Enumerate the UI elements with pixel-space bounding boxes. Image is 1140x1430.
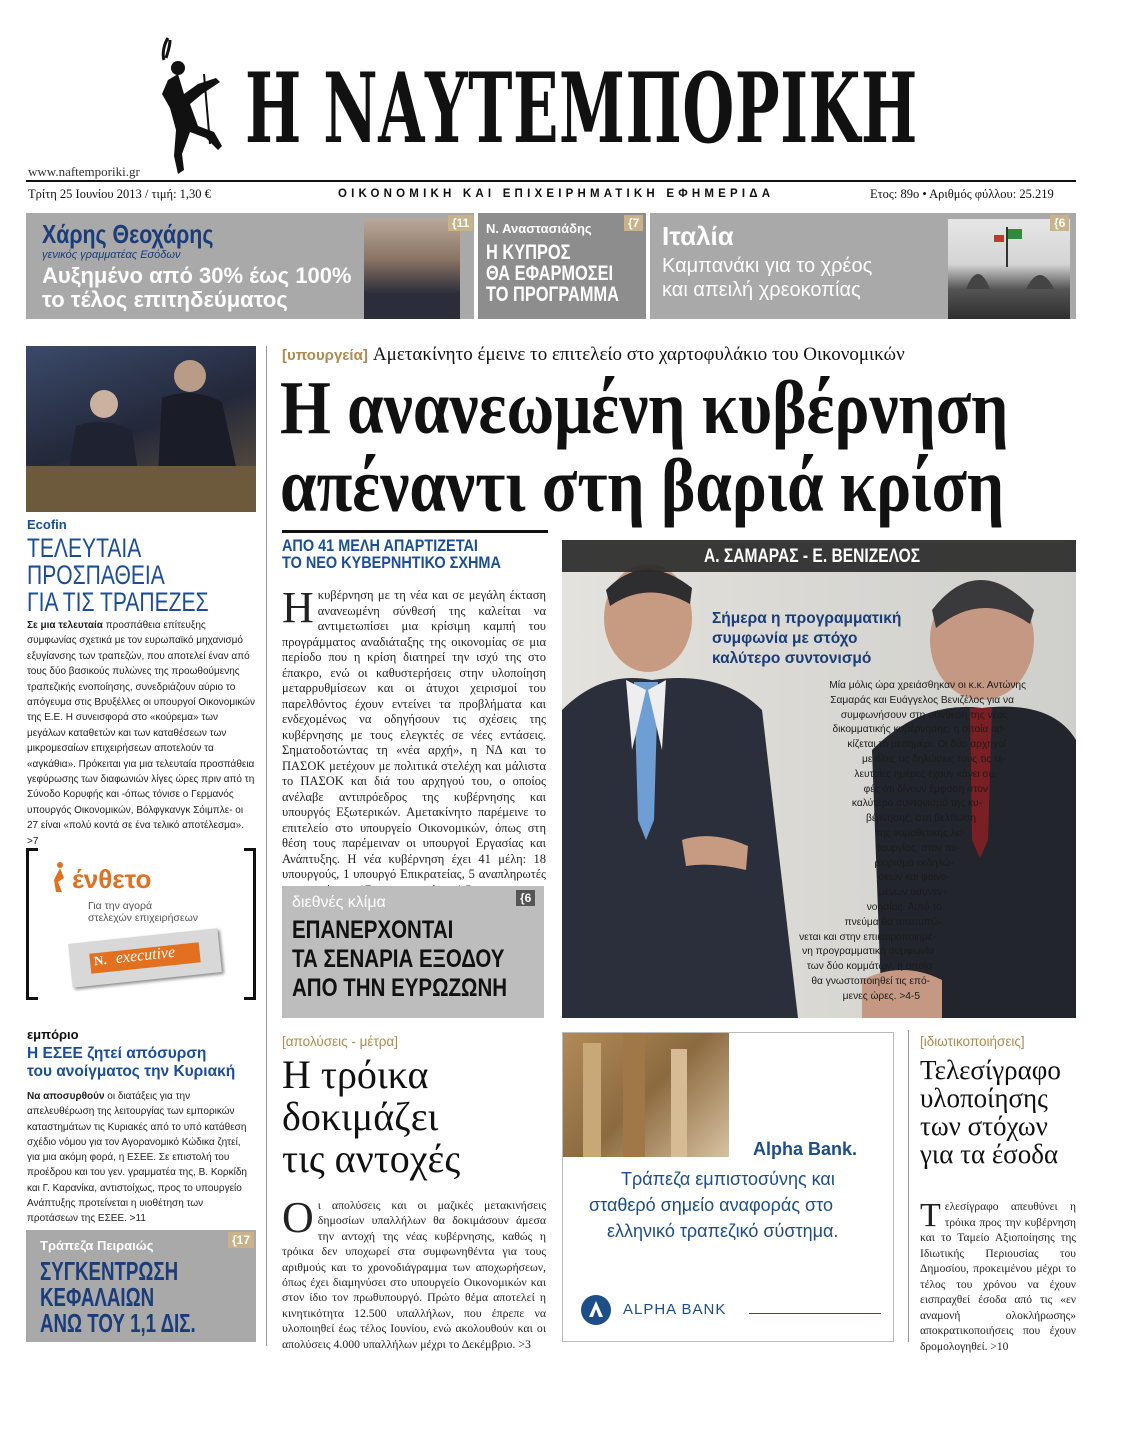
- piraeus-line-1: ΣΥΓΚΕΝΤΡΩΣΗ: [40, 1256, 179, 1286]
- main-subhead-2: ΤΟ ΝΕΟ ΚΥΒΕΡΝΗΤΙΚΟ ΣΧΗΜΑ: [282, 553, 501, 572]
- ecofin-lead: Σε μια τελευταία: [27, 620, 103, 631]
- bracket-left: [26, 848, 38, 1000]
- piraeus-line-3: ΑΝΩ ΤΟΥ 1,1 ΔΙΣ.: [40, 1308, 196, 1338]
- ad-line-1: Τράπεζα εμπιστοσύνης και: [621, 1169, 835, 1189]
- teaser-role: γενικός γραμματέας Εσόδων: [42, 249, 181, 261]
- ecofin-photo: [26, 346, 256, 512]
- photo-story-line: κίζεται το μεσημέρι. Οι δύο αρχηγοί: [847, 739, 1006, 751]
- photo-story-line: συμφωνήσουν στη σύνθεση της νέας: [840, 709, 1008, 721]
- ad-logo-text: ALPHA BANK: [623, 1301, 727, 1318]
- column-rule: [266, 346, 267, 1346]
- main-kicker: [282, 344, 905, 366]
- photo-story-line: λευταίες ημέρες έχουν κάνει σα-: [854, 768, 998, 780]
- teaser-line-2: ΘΑ ΕΦΑΡΜΟΣΕΙ: [486, 262, 614, 285]
- teaser-line-1: Η ΚΥΠΡΟΣ: [486, 241, 571, 264]
- main-subhead-1: ΑΠΟ 41 ΜΕΛΗ ΑΠΑΡΤΙΖΕΤΑΙ: [282, 536, 478, 555]
- photo-story-line: των δύο κομμάτων, η οποία: [806, 961, 932, 973]
- teaser-theocharis[interactable]: [26, 213, 474, 319]
- teaser-text-1: Αυξημένο από 30% έως 100%: [42, 263, 352, 288]
- ecofin-headline-1: ΤΕΛΕΥΤΑΙΑ: [27, 533, 142, 563]
- ad-line-2: σταθερό σημείο αναφοράς στο: [589, 1195, 833, 1215]
- emporio-headline-1: Η ΕΣΕΕ ζητεί απόσυρση: [27, 1045, 207, 1062]
- photo-story-line: πνεύμα θα αποτυπώ-: [844, 916, 942, 928]
- ecofin-headline-3: ΓΙΑ ΤΙΣ ΤΡΑΠΕΖΕΣ: [27, 587, 209, 617]
- photo-story-line: νη προγραμματική συμφωνία: [802, 946, 934, 958]
- issue-info: Ετος: 89ο • Αριθμός φύλλου: 25.219: [870, 187, 1054, 201]
- troika-tag: [απολύσεις - μέτρα]: [282, 1034, 398, 1049]
- photo-story-line: με όλες τις δηλώσεις τους τις τε-: [861, 754, 1006, 765]
- teaser-line-2: και απειλή χρεοκοπίας: [662, 279, 861, 301]
- climate-box[interactable]: [282, 886, 544, 1018]
- privatization-headline-4: για τα έσοδα: [920, 1139, 1059, 1169]
- date-price: Τρίτη 25 Ιουνίου 2013 / τιμή: 1,30 €: [28, 187, 211, 201]
- climate-line-2: ΤΑ ΣΕΝΑΡΙΑ ΕΞΟΔΟΥ: [292, 945, 505, 973]
- photo-subtitle-2: συμφωνία με στόχο: [712, 630, 858, 647]
- page-ref: {11: [448, 215, 473, 231]
- ad-line-3: ελληνικό τραπεζικό σύστημα.: [607, 1221, 839, 1241]
- alpha-logo-icon: [581, 1295, 611, 1325]
- executive-title: executive: [115, 943, 176, 967]
- ecofin-text: προσπάθεια επίτευξης συμφωνίας σχετικά με τον ευρωπαϊκό μηχανισμό εξυγίανσης των τραπεζών, που αποτελεί έναν από τους δύο βασικούς πυλώνες της προωθούμενης τραπεζικής ενοποίησης, συνεδριάζουν αύριο το απόγευμα στις Βρυξέλλες οι υπουργοί Οικονομικών της Ε.Ε. Η συνεισφορά στο «κούρεμα» των μεγάλων καταθετών και των καταθέσεων των μικρομεσαίων επιχειρήσεων αποτελούν τα «αγκάθια». Πρόκειται για μια τελευταία προσπάθεια γεφύρωσης των διαφωνιών λίγες ώρες πριν από τη Σύνοδο Κορυφής και -όπως τόνισε ο Γερμανός υπουργός Οικονομικών, Βόλφγκανγκ Σόιμπλε- οι 27 είναι «πολύ κοντά σε ένα τελικό αποτέλεσμα». >7: [27, 620, 255, 847]
- photo-story-line: φές ότι δίνουν έμφαση στον: [863, 783, 988, 795]
- photo-story-line: της νομοθετικής λει-: [875, 828, 966, 839]
- masthead-title: Η ΝΑΥΤΕΜΠΟΡΙΚΗ: [245, 52, 918, 165]
- troika-body: [282, 1193, 546, 1352]
- photo-story-line: βέρνησης, στη βελτίωση: [866, 813, 976, 825]
- privatization-headline-3: των στόχων: [920, 1111, 1048, 1141]
- piraeus-line-2: ΚΕΦΑΛΑΙΩΝ: [40, 1282, 155, 1312]
- photo-story-line: τουργίας, στον πε-: [876, 842, 960, 854]
- photo-story-line: σεων και φαινο-: [878, 872, 950, 884]
- piraeus-box[interactable]: [26, 1230, 256, 1342]
- teaser-text-2: το τέλος επιτηδεύματος: [42, 287, 288, 312]
- emporio-body: [27, 1089, 255, 1227]
- photo-story-line: δικομματικής κυβέρνησης, η οποία ορ-: [832, 724, 1006, 736]
- ecofin-headline-2: ΠΡΟΣΠΑΘΕΙΑ: [27, 560, 165, 590]
- main-headline-1: Η ανανεωμένη κυβέρνηση: [280, 366, 1009, 450]
- emporio-text: οι διατάξεις για την απελευθέρωση της λειτουργίας των εμπορικών καταστημάτων τις Κυριακές από το υπό κατάθεση σχέδιο νόμου για τον Αγορανομικό Κώδικα ζητεί, για μια ακόμη φορά, η ΕΣΕΕ. Σε επιστολή του προέδρου και του γεν. γραμματέα της, Β. Κορκίδη και Γ. Καρανίκα, αντιστοίχως, προς το υπουργείο Ανάπτυξης προτείνεται η υιοθέτηση των προτάσεων της ΕΣΕΕ. >11: [27, 1091, 247, 1225]
- troika-headline-1: Η τρόικα: [282, 1052, 429, 1097]
- teaser-italy[interactable]: [650, 213, 1076, 319]
- entheto-sub-1: Για την αγορά: [88, 900, 153, 912]
- rome-photo: [948, 219, 1070, 319]
- climate-tag: διεθνές κλίμα: [292, 894, 386, 911]
- ad-logo-line: [749, 1313, 881, 1314]
- photo-subtitle-3: καλύτερο συντονισμό: [712, 650, 872, 667]
- page-ref: {17: [228, 1232, 254, 1248]
- main-dropcap: Η: [282, 583, 314, 632]
- privatization-dropcap: Τ: [920, 1197, 941, 1234]
- hermes-small-icon: [52, 860, 70, 894]
- privatization-body: [920, 1197, 1076, 1355]
- masthead-rule: [26, 180, 1076, 182]
- page-ref: {6: [1050, 215, 1069, 231]
- piraeus-tag: Τράπεζα Πειραιώς: [40, 1238, 154, 1253]
- photo-story-line: ριορισμό εκδηλώ-: [874, 857, 954, 869]
- photo-banner-text: Α. ΣΑΜΑΡΑΣ - Ε. ΒΕΝΙΖΕΛΟΣ: [704, 546, 921, 567]
- privatization-rule: [908, 1030, 909, 1342]
- main-kicker-text: Αμετακίνητο έμεινε το επιτελείο στο χαρτοφυλάκιο του Οικονομικών: [372, 344, 905, 365]
- teaser-name: Ν. Αναστασιάδης: [486, 221, 592, 236]
- tagline: ΟΙΚΟΝΟΜΙΚΗ ΚΑΙ ΕΠΙΧΕΙΡΗΜΑΤΙΚΗ ΕΦΗΜΕΡΙΔΑ: [338, 188, 775, 200]
- climate-line-3: ΑΠΟ ΤΗΝ ΕΥΡΩΖΩΝΗ: [292, 974, 508, 1002]
- website: www.naftemporiki.gr: [28, 164, 140, 179]
- teaser-cyprus[interactable]: [478, 213, 646, 319]
- troika-headline-2: δοκιμάζει: [282, 1094, 439, 1139]
- photo-story-line: Μία μόλις ώρα χρειάσθηκαν οι κ.κ. Αντώνης: [829, 680, 1026, 691]
- main-headline-2: απέναντι στη βαριά κρίση: [280, 444, 1005, 528]
- photo-story-line: μενες ώρες. >4-5: [842, 990, 920, 1002]
- alpha-bank-ad[interactable]: [562, 1032, 894, 1342]
- page-ref: {6: [516, 890, 535, 906]
- photo-story-line: νεται και στην επικαιροποιημέ-: [799, 931, 936, 943]
- teaser-title: Ιταλία: [662, 221, 734, 251]
- page-ref: {7: [624, 215, 643, 231]
- teaser-line-3: ΤΟ ΠΡΟΓΡΑΜΜΑ: [486, 283, 620, 306]
- entheto-sub-2: στελεχών επιχειρήσεων: [88, 912, 199, 924]
- teaser-name: Χάρης Θεοχάρης: [42, 219, 214, 249]
- ecofin-body: [27, 618, 255, 849]
- troika-headline-3: τις αντοχές: [282, 1136, 461, 1181]
- main-tag: [υπουργεία]: [282, 347, 368, 364]
- privatization-body-text: ελεσίγραφο απευθύνει η τρόικα προς την κυβέρνηση και το Ταμείο Αξιοποίησης της Ιδιωτικής Περιουσίας του Δημοσίου, προκειμένου μέχρι το τέλος του χρόνου να έχουν εισπραχθεί έσοδα από τις «εν αναμονή ολοκλήρωσης» αποκρατικοποιήσεις που έχουν δρομολογηθεί. >10: [920, 1201, 1076, 1353]
- photo-story-line: νοησίας. Αυτό το: [866, 902, 942, 913]
- entheto-box[interactable]: [26, 848, 256, 1000]
- photo-story-line: μένων ασυνεν-: [878, 887, 946, 899]
- photo-story-line: Σαμαράς και Ευάγγελος Βενιζέλος για να: [830, 694, 1014, 706]
- entheto-title: ένθετο: [72, 864, 152, 894]
- bracket-right: [244, 848, 256, 1000]
- hermes-logo: [148, 34, 232, 178]
- climate-line-1: ΕΠΑΝΕΡΧΟΝΤΑΙ: [292, 916, 454, 944]
- emporio-headline-2: του ανοίγματος την Κυριακή: [27, 1063, 236, 1080]
- executive-logo: N.: [93, 952, 108, 969]
- emporio-label: εμπόριο: [27, 1027, 79, 1042]
- photo-story[interactable]: [562, 540, 1076, 1018]
- emporio-lead: Να αποσυρθούν: [27, 1091, 105, 1102]
- troika-dropcap: Ο: [282, 1193, 314, 1242]
- teaser-line-1: Καμπανάκι για το χρέος: [662, 255, 873, 277]
- photo-subtitle-1: Σήμερα η προγραμματική: [712, 610, 902, 627]
- troika-body-text: ι απολύσεις και οι μαζικές μετακινήσεις δημοσίων υπαλλήλων θα δοκιμάσουν άμεσα την αντοχή της νέας κυβέρνησης, καθώς η τρόικα δεν υποχωρεί στα συμφωνηθέντα για τους αριθμούς και το χρονοδιάγραμμα των αποχωρήσεων, όπως έχει διαμηνύσει στο υπουργείο Οικονομικών και στον ίδιο τον πρωθυπουργό. Πρώτο θέμα αποτελεί η κινητικότητα 12.500 υπαλλήλων, που έπρεπε να υλοποιηθεί έως τέλος Ιουνίου, ενώ ακολουθούν και οι απολύσεις 4.000 υπαλλήλων μέχρι το Δεκέμβριο. >3: [282, 1198, 546, 1351]
- main-body-text: κυβέρνηση με τη νέα και σε μεγάλη έκταση ανανεωμένη σύνθεσή της καλείται να αντιμετωπίσει μια κρίσιμη καμπή του προγράμματος αναδιάταξης της οικονομίας σε μια περίοδο που η κρίση διατηρεί την ισχύ της στο έπακρο, ενώ οι καθυστερήσεις στην υλοποίηση μεταρρυθμίσεων και οι άτυχοι χειρισμοί του παρελθόντος έχουν εντείνει τα προβλήματα και ενδεχομένως να οδηγήσουν τις σχέσεις της κυβέρνησης με τους ελεγκτές σε νέες εντάσεις. Σηματοδοτώντας τη «νέα αρχή», η ΝΔ και το ΠΑΣΟΚ μετέχουν με πολιτικά στελέχη και μάλιστα το ΠΑΣΟΚ και διά του αρχηγού του, ο οποίος ανέλαβε αντιπρόεδρος της κυβέρνησης και υπουργός Εξωτερικών. Αμετακίνητο παρέμεινε το επιτελείο στο υπουργείο Οικονομικών, όπως στη θέση τους παρέμειναν οι υπουργοί Εργασίας και Ανάπτυξης. Η νέα κυβέρνηση έχει 41 μέλη: 18 υπουργούς, 1 υπουργό Επικρατείας, 5 αναπληρωτές: [282, 588, 546, 881]
- ad-brand: Alpha Bank.: [753, 1139, 858, 1159]
- photo-story-line: καλύτερο συντονισμό της κυ-: [851, 798, 982, 810]
- ad-architecture-image: [563, 1033, 729, 1157]
- executive-magazine: [68, 928, 222, 987]
- main-body: [282, 583, 546, 898]
- theocharis-photo: [364, 219, 460, 319]
- photo-story-line: θα γνωστοποιηθεί τις επό-: [811, 976, 930, 987]
- main-rule: [282, 530, 548, 533]
- ecofin-label: Ecofin: [27, 517, 67, 532]
- privatization-headline-1: Τελεσίγραφο: [920, 1055, 1061, 1085]
- privatization-headline-2: υλοποίησης: [920, 1083, 1048, 1113]
- privatization-tag: [ιδιωτικοποιήσεις]: [920, 1034, 1025, 1049]
